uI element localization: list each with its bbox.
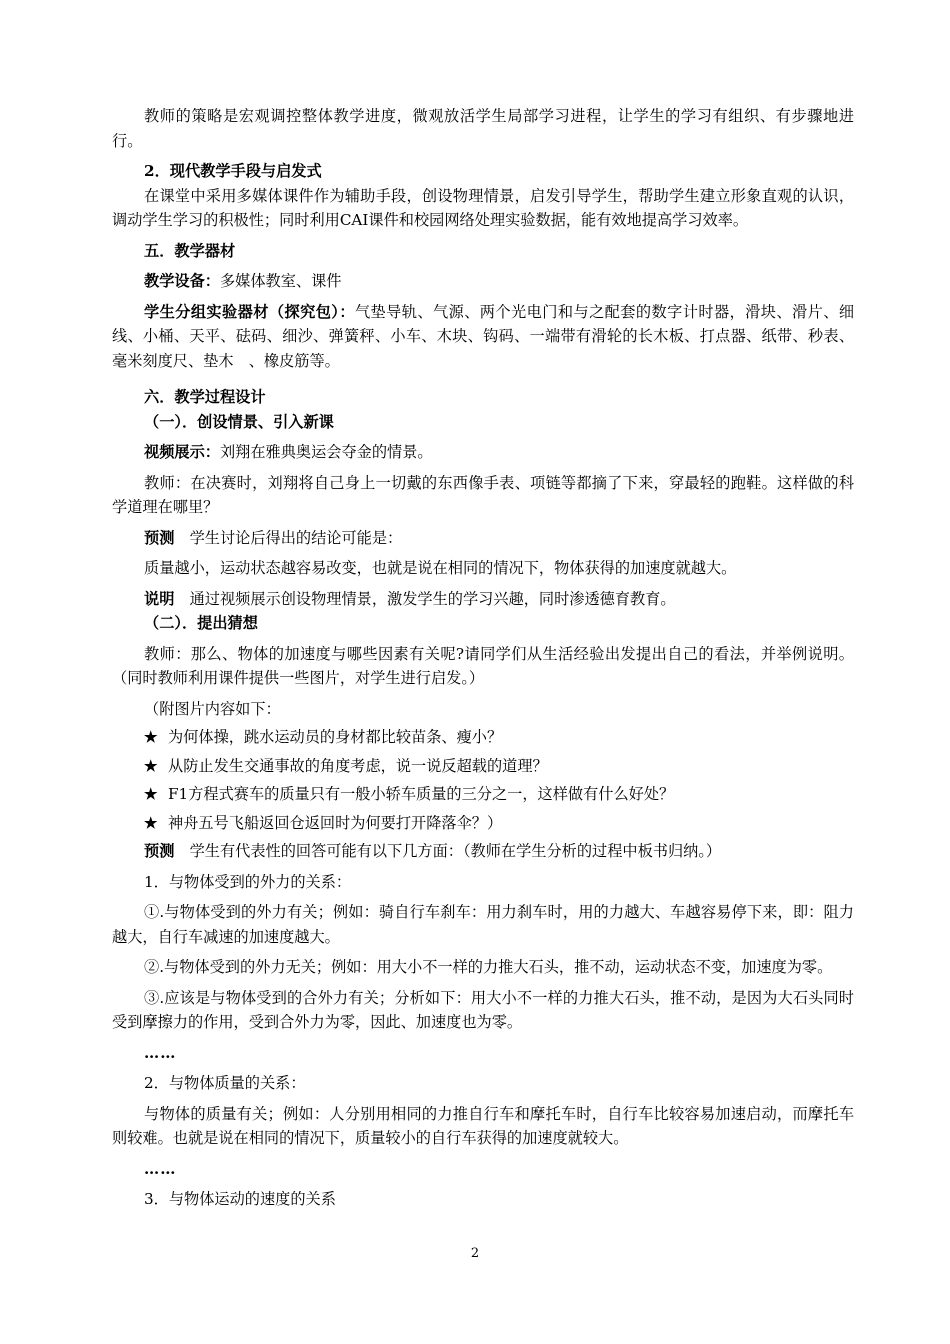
paragraph-prediction-1 xyxy=(112,526,854,551)
star-icon: ★ xyxy=(144,813,158,832)
star-icon: ★ xyxy=(144,756,158,775)
star-icon: ★ xyxy=(144,785,158,803)
list-item: ★ 为何体操，跳水运动员的身材都比较苗条、瘦小？ xyxy=(112,725,854,750)
equipment-text: 多媒体教室、课件 xyxy=(219,272,342,290)
prediction-label: 预测 xyxy=(144,842,175,860)
paragraph-relation-force-c: ③.应该是与物体受到的合外力有关；分析如下：用大小不一样的力推大石头，推不动，是因为大石头同时受到摩擦力的作用，受到合外力为零，因此、加速度也为零。 xyxy=(112,988,854,1031)
list-item: ★ 神舟五号飞船返回仓返回时为何要打开降落伞？） xyxy=(112,811,854,836)
paragraph-conclusion-1: 质量越小，运动状态越容易改变，也就是说在相同的情况下，物体获得的加速度就越大。 xyxy=(144,559,737,577)
heading-teaching-equipment: 五．教学器材 xyxy=(144,241,236,260)
kit-label: 学生分组实验器材（探究包）： xyxy=(144,302,355,321)
paragraph-relation-mass-a: 与物体的质量有关；例如：人分别用相同的力推自行车和摩托车时，自行车比较容易加速启动，而摩托车则较难。也就是说在相同的情况下，质量较小的自行车获得的加速度就较大。 xyxy=(112,1104,854,1147)
prediction-text: 学生讨论后得出的结论可能是： xyxy=(174,528,403,547)
document-page xyxy=(112,104,854,1212)
paragraph-equipment xyxy=(112,269,854,294)
paragraph-teacher-question-2: 教师：那么、物体的加速度与哪些因素有关呢?请同学们从生活经验出发提出自己的看法，并举例说明。（同时教师利用课件提供一些图片，对学生进行启发。） xyxy=(112,644,854,687)
ellipsis: …… xyxy=(144,1043,177,1062)
paragraph-experiment-kit xyxy=(112,300,854,374)
heading-process-design: 六．教学过程设计 xyxy=(144,388,266,406)
prediction-label: 预测 xyxy=(144,528,175,547)
prediction-text: 学生有代表性的回答可能有以下几方面：（教师在学生分析的过程中板书归纳。） xyxy=(174,842,722,860)
ellipsis: …… xyxy=(144,1159,177,1178)
heading-section-2: （二）．提出猜想 xyxy=(144,614,258,632)
video-label: 视频展示： xyxy=(144,443,220,461)
paragraph-teacher-question-1: 教师：在决赛时，刘翔将自己身上一切戴的东西像手表、项链等都摘了下来，穿最轻的跑鞋。这样做的科学道理在哪里？ xyxy=(112,473,854,516)
paragraph-video xyxy=(112,440,854,465)
star-icon: ★ xyxy=(144,728,158,746)
list-item: ★ F1方程式赛车的质量只有一般小轿车质量的三分之一，这样做有什么好处？ xyxy=(112,782,854,807)
paragraph-relation-force-a: ①.与物体受到的外力有关；例如：骑自行车刹车：用力刹车时，用的力越大、车越容易停下来，即：阻力越大，自行车减速的加速度越大。 xyxy=(112,903,854,946)
heading-relation-velocity: 3．与物体运动的速度的关系 xyxy=(144,1190,336,1208)
heading-relation-mass: 2．与物体质量的关系： xyxy=(144,1074,306,1092)
paragraph-multimedia: 在课堂中采用多媒体课件作为辅助手段，创设物理情景，启发引导学生，帮助学生建立形象直观的认识，调动学生学习的积极性；同时利用CAI课件和校园网络处理实验数据，能有效地提高学习效率。 xyxy=(112,186,854,229)
paragraph-explanation xyxy=(112,587,854,612)
heading-section-1: （一）．创设情景、引入新课 xyxy=(144,412,334,431)
paragraph-relation-force-b: ②.与物体受到的外力无关；例如：用大小不一样的力推大石头，推不动，运动状态不变，加速度为零。 xyxy=(144,958,833,976)
video-text: 刘翔在雅典奥运会夺金的情景。 xyxy=(219,443,433,461)
explanation-text: 通过视频展示创设物理情景，激发学生的学习兴趣，同时渗透德育教育。 xyxy=(174,589,676,608)
paragraph-prediction-2 xyxy=(112,839,854,864)
list-item: ★ 从防止发生交通事故的角度考虑，说一说反超载的道理？ xyxy=(112,754,854,779)
heading-modern-teaching: 2．现代教学手段与启发式 xyxy=(144,162,322,180)
kit-text: 气垫导轨、气源、两个光电门和与之配套的数字计时器，滑块、滑片、细线、小桶、天平、砝码、细沙、弹簧秤、小车、木块、钩码、一端带有滑轮的长木板、打点器、纸带、秒表、毫米刻度尺、垫木 、橡皮筋等。 xyxy=(112,302,855,370)
page-number: 2 xyxy=(470,1246,480,1261)
explanation-label: 说明 xyxy=(144,589,175,608)
paragraph-teacher-strategy: 教师的策略是宏观调控整体教学进度，微观放活学生局部学习进程，让学生的学习有组织、有步骤地进行。 xyxy=(112,107,854,150)
heading-relation-force: 1．与物体受到的外力的关系： xyxy=(144,872,352,891)
equipment-label: 教学设备： xyxy=(144,272,220,290)
paragraph-attached-pictures: （附图片内容如下： xyxy=(144,699,281,718)
